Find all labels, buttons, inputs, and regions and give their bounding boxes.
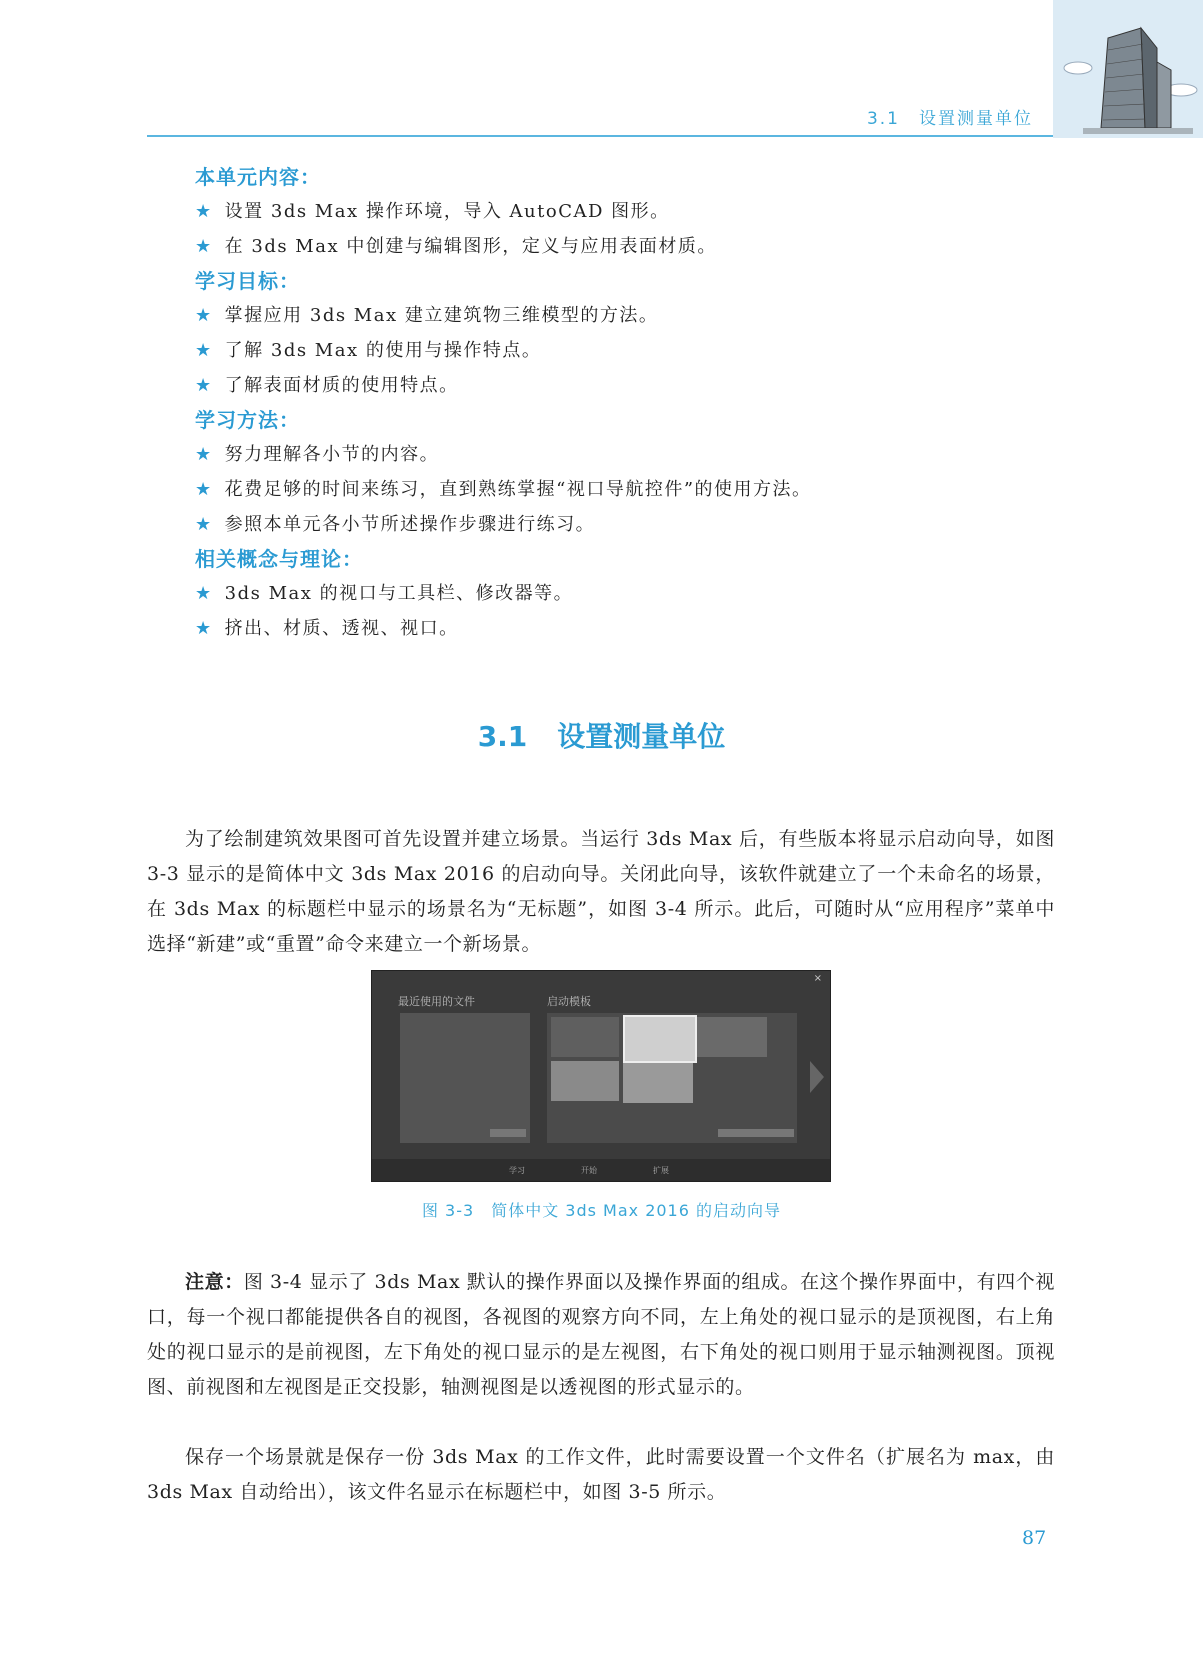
star-icon: ★: [195, 305, 213, 326]
templates-label: 启动模板: [547, 995, 591, 1008]
concepts-heading: 相关概念与理论：: [195, 547, 363, 571]
close-icon: ×: [813, 973, 822, 984]
figure-caption: 图 3-3 简体中文 3ds Max 2016 的启动向导: [421, 1201, 782, 1220]
star-icon: ★: [195, 514, 213, 535]
list-item: ★ 3ds Max 的视口与工具栏、修改器等。: [195, 583, 574, 604]
list-item: ★ 设置 3ds Max 操作环境，导入 AutoCAD 图形。: [195, 201, 670, 222]
star-icon: ★: [195, 236, 213, 257]
template-thumbnail: [623, 1063, 693, 1103]
tab-start: 开始: [581, 1166, 597, 1175]
template-thumbnail: [551, 1017, 619, 1057]
star-icon: ★: [195, 375, 213, 396]
unit-overview: [195, 160, 1075, 646]
template-thumbnail: [623, 1015, 697, 1063]
list-item: ★ 挤出、材质、透视、视口。: [195, 618, 459, 639]
list-item: ★ 在 3ds Max 中创建与编辑图形，定义与应用表面材质。: [195, 236, 717, 257]
header-building-illustration: [1053, 0, 1203, 138]
tab-learn: 学习: [509, 1166, 525, 1175]
star-icon: ★: [195, 583, 213, 604]
list-item: ★ 参照本单元各小节所述操作步骤进行练习。: [195, 514, 596, 535]
note-label: 注意：: [185, 1271, 244, 1293]
note-paragraph: 注意：图 3-4 显示了 3ds Max 默认的操作界面以及操作界面的组成。在这个操作界面中，有四个视口，每一个视口都能提供各自的视图，各视图的观察方向不同，左上角处的视口显示的是顶视图，右上角处的视口显示的是前视图，左下角处的视口显示的是左视图，右下角处的视口则用于显示轴测视图。顶视图、前视图和左视图是正交投影，轴测视图是以透视图的形式显示的。: [147, 1271, 1055, 1398]
body-paragraph: 保存一个场景就是保存一份 3ds Max 的工作文件，此时需要设置一个文件名（扩展名为 max，由 3ds Max 自动给出），该文件名显示在标题栏中，如图 3-5 所示。: [147, 1446, 1055, 1503]
recent-files-label: 最近使用的文件: [398, 995, 475, 1008]
header-rule: [147, 135, 1055, 137]
star-icon: ★: [195, 340, 213, 361]
list-item: ★ 掌握应用 3ds Max 建立建筑物三维模型的方法。: [195, 305, 659, 326]
body-paragraph: 为了绘制建筑效果图可首先设置并建立场景。当运行 3ds Max 后，有些版本将显示启动向导，如图 3-3 显示的是简体中文 3ds Max 2016 的启动向导。关闭此向导，该软件就建立了一个未命名的场景，在 3ds Max 的标题栏中显示的场景名为“无标题”，如图 3-4 所示。此后，可随时从“应用程序”菜单中选择“新建”或“重置”命令来建立一个新场景。: [147, 828, 1055, 955]
template-thumbnail: [551, 1061, 619, 1101]
tab-extend: 扩展: [653, 1166, 669, 1175]
star-icon: ★: [195, 201, 213, 222]
page-number: 87: [1022, 1527, 1047, 1549]
list-item: ★ 了解 3ds Max 的使用与操作特点。: [195, 340, 542, 361]
section-heading: 设置测量单位: [557, 720, 726, 753]
star-icon: ★: [195, 479, 213, 500]
list-item: ★ 花费足够的时间来练习，直到熟练掌握“视口导航控件”的使用方法。: [195, 479, 812, 500]
star-icon: ★: [195, 444, 213, 465]
section-number: 3.1: [477, 720, 528, 753]
startup-wizard-figure: [371, 970, 831, 1182]
recent-files-panel: [400, 1013, 530, 1143]
list-item: ★ 了解表面材质的使用特点。: [195, 375, 459, 396]
star-icon: ★: [195, 618, 213, 639]
unit-content-heading: 本单元内容：: [195, 165, 321, 189]
manage-templates-button: [718, 1129, 794, 1137]
list-item: ★ 努力理解各小节的内容。: [195, 444, 440, 465]
next-arrow-icon: [810, 1061, 824, 1093]
browse-button: [490, 1129, 526, 1137]
learning-methods-heading: 学习方法：: [195, 408, 300, 432]
building-icon: [1053, 0, 1203, 138]
learning-goals-heading: 学习目标：: [195, 269, 300, 293]
wizard-bottom-bar: [372, 1159, 830, 1181]
template-thumbnail: [697, 1017, 767, 1057]
section-title: [0, 715, 1203, 755]
running-header: 3.1 设置测量单位: [866, 109, 1033, 129]
